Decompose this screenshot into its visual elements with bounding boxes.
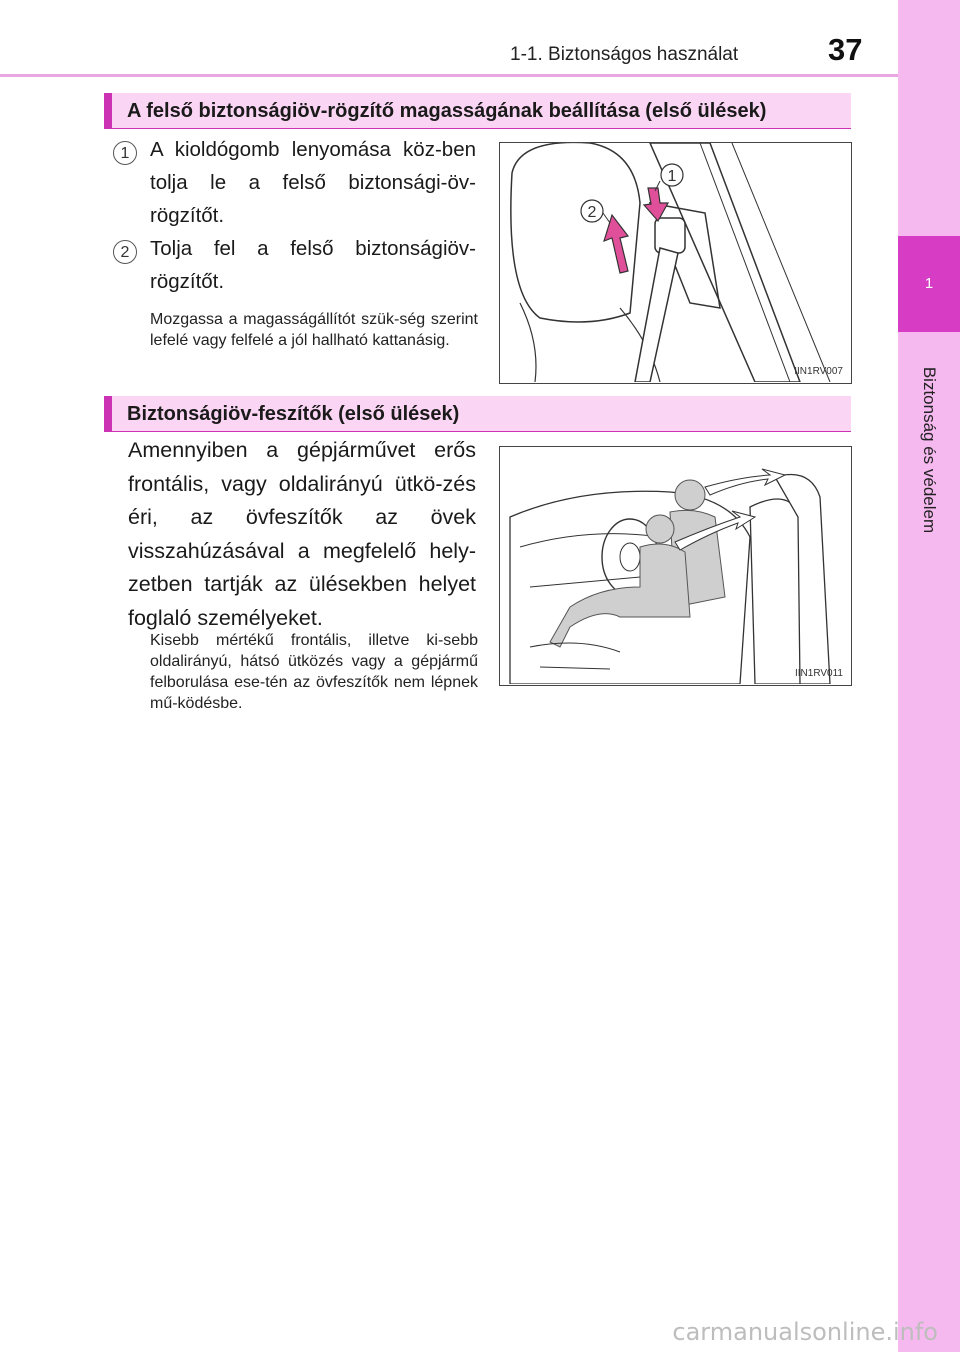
callout-2: 2 xyxy=(587,204,597,221)
adjuster-note: Mozgassa a magasságállítót szük-ség szerint lefelé vagy felfelé a jól hallható kattanásig. xyxy=(150,311,478,349)
page-number: 37 xyxy=(828,32,863,67)
shoulder-anchor-figure xyxy=(499,142,852,384)
step-text: A kioldógomb lenyomása köz-ben tolja le a felső biztonsági-öv-rögzítőt. xyxy=(150,138,476,227)
cabin-illustration xyxy=(500,447,850,684)
chapter-number-tab[interactable]: 1 xyxy=(898,236,960,332)
section-heading-shoulder-anchor: A felső biztonságiöv-rögzítő magasságának beállítása (első ülések) xyxy=(104,93,851,129)
step-number: 1 xyxy=(113,141,137,165)
header-rule xyxy=(0,74,898,77)
pretensioner-note: Kisebb mértékű frontális, illetve ki-sebb oldalirányú, hátsó ütközés vagy a gépjármű felborulása ese-tén az övfeszítők nem lépnek mű-ködésbe. xyxy=(150,632,478,712)
pretensioner-figure xyxy=(499,446,852,686)
chapter-title: Biztonság és védelem xyxy=(920,366,939,534)
pretensioner-body-text: Amennyiben a gépjárművet erős frontális, vagy oldalirányú ütkö-zés éri, az övfeszítők az övek visszahúzásával a megfelelő hely-zetben tartják az ülésekben helyet foglaló személyeket. xyxy=(128,438,476,630)
chapter-side-tab xyxy=(898,0,960,1352)
figure-code: IIN1RV011 xyxy=(795,668,843,679)
figure-code: IIN1RV007 xyxy=(794,366,843,377)
step-text: Tolja fel a felső biztonságiöv-rögzítőt. xyxy=(150,237,476,293)
section-heading-pretensioners: Biztonságiöv-feszítők (első ülések) xyxy=(104,396,851,432)
header-section-title: 1-1. Biztonságos használat xyxy=(510,44,739,65)
watermark: carmanualsonline.info xyxy=(672,1318,938,1346)
step-number: 2 xyxy=(113,240,137,264)
callout-1: 1 xyxy=(667,168,677,185)
shoulder-anchor-illustration xyxy=(500,143,850,382)
